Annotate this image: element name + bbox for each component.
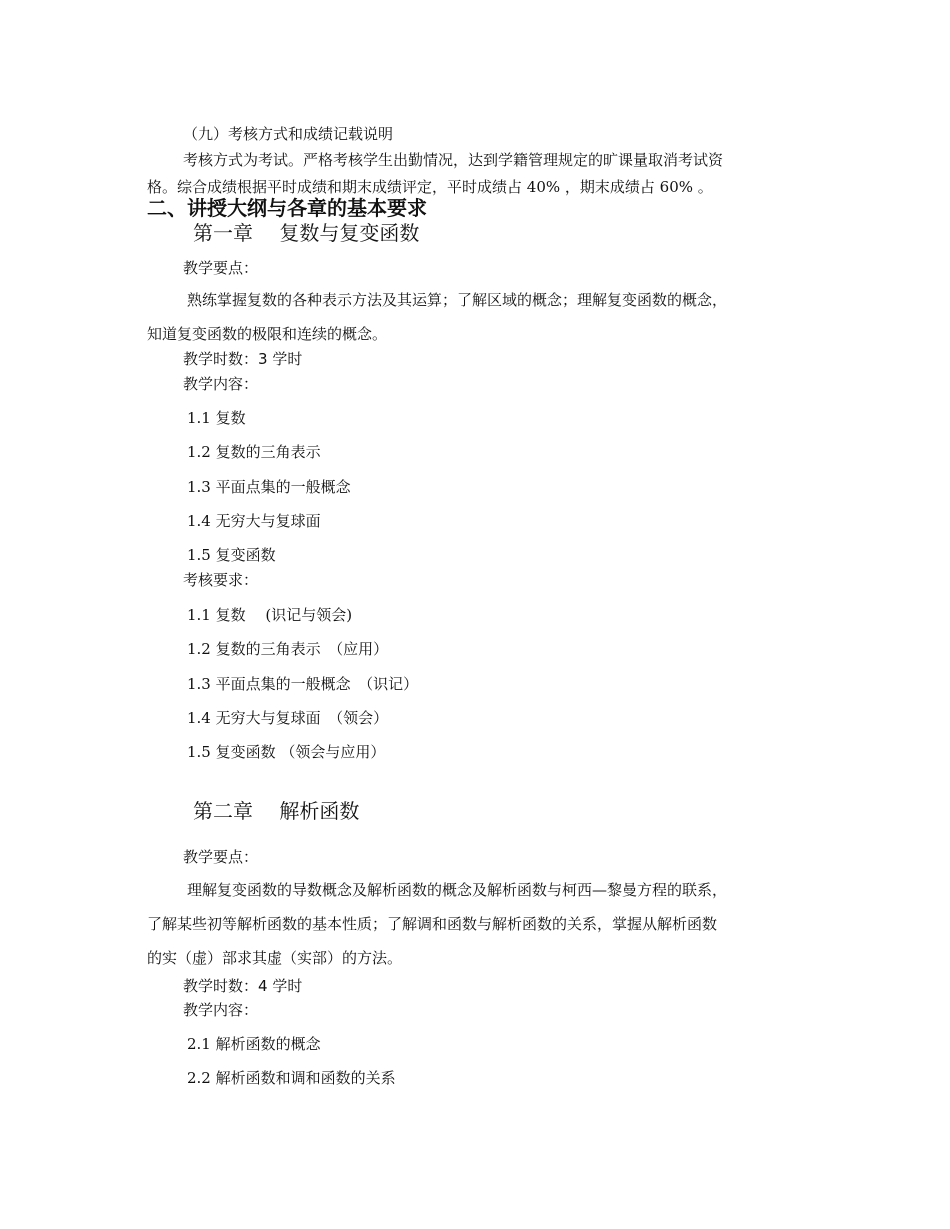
- list-item: 1.4 无穷大与复球面: [187, 512, 321, 530]
- chapter1-hours-value: 3: [258, 350, 268, 368]
- chapter2-key-points-line2: 了解某些初等解析函数的基本性质；了解调和函数与解析函数的关系，掌握从解析函数: [147, 915, 718, 933]
- chapter1-hours-unit: 学时: [272, 350, 303, 368]
- chapter1-key-points-line2: 知道复变函数的极限和连续的概念。: [147, 325, 388, 343]
- chapter2-title: 第二章 解析函数: [193, 799, 360, 823]
- list-item: 1.1 复数: [187, 409, 246, 427]
- chapter1-title: 第一章 复数与复变函数: [193, 221, 420, 245]
- section9-paragraph-line2: 格。综合成绩根据平时成绩和期末成绩评定，平时成绩占 40% ，期末成绩占 60% 。: [147, 178, 713, 196]
- chapter1-key-points-line1: 熟练掌握复数的各种表示方法及其运算；了解区域的概念；理解复变函数的概念，: [187, 291, 728, 309]
- part2-title: 二、讲授大纲与各章的基本要求: [147, 196, 427, 220]
- chapter2-key-points-line3: 的实（虚）部求其虚（实部）的方法。: [147, 949, 403, 967]
- list-item: 1.3 平面点集的一般概念 （识记）: [187, 675, 419, 693]
- chapter2-key-points-label: 教学要点：: [183, 848, 259, 866]
- chapter1-content-label: 教学内容：: [183, 375, 259, 393]
- chapter1-key-points-label: 教学要点：: [183, 259, 259, 277]
- chapter2-hours-label: 教学时数：: [183, 977, 259, 995]
- list-item: 1.4 无穷大与复球面 （领会）: [187, 709, 389, 727]
- list-item: 2.1 解析函数的概念: [187, 1035, 321, 1053]
- chapter1-exam-label: 考核要求：: [183, 571, 259, 589]
- chapter2-content-label: 教学内容：: [183, 1001, 259, 1019]
- list-item: 1.2 复数的三角表示: [187, 443, 321, 461]
- list-item: 1.2 复数的三角表示 （应用）: [187, 640, 389, 658]
- chapter2-hours-value: 4: [258, 977, 268, 995]
- chapter2-hours-unit: 学时: [272, 977, 303, 995]
- list-item: 1.1 复数 (识记与领会): [187, 606, 353, 624]
- chapter1-hours-label: 教学时数：: [183, 350, 259, 368]
- list-item: 1.3 平面点集的一般概念: [187, 478, 351, 496]
- chapter2-key-points-line1: 理解复变函数的导数概念及解析函数的概念及解析函数与柯西—黎曼方程的联系，: [187, 881, 728, 899]
- list-item: 2.2 解析函数和调和函数的关系: [187, 1069, 396, 1087]
- chapter2-hours: [183, 976, 302, 996]
- list-item: 1.5 复变函数: [187, 546, 276, 564]
- list-item: 1.5 复变函数 （领会与应用）: [187, 743, 386, 761]
- section9-heading: （九）考核方式和成绩记载说明: [183, 125, 394, 143]
- section9-paragraph-line1: 考核方式为考试。严格考核学生出勤情况，达到学籍管理规定的旷课量取消考试资: [183, 151, 724, 169]
- chapter1-hours: [183, 349, 302, 369]
